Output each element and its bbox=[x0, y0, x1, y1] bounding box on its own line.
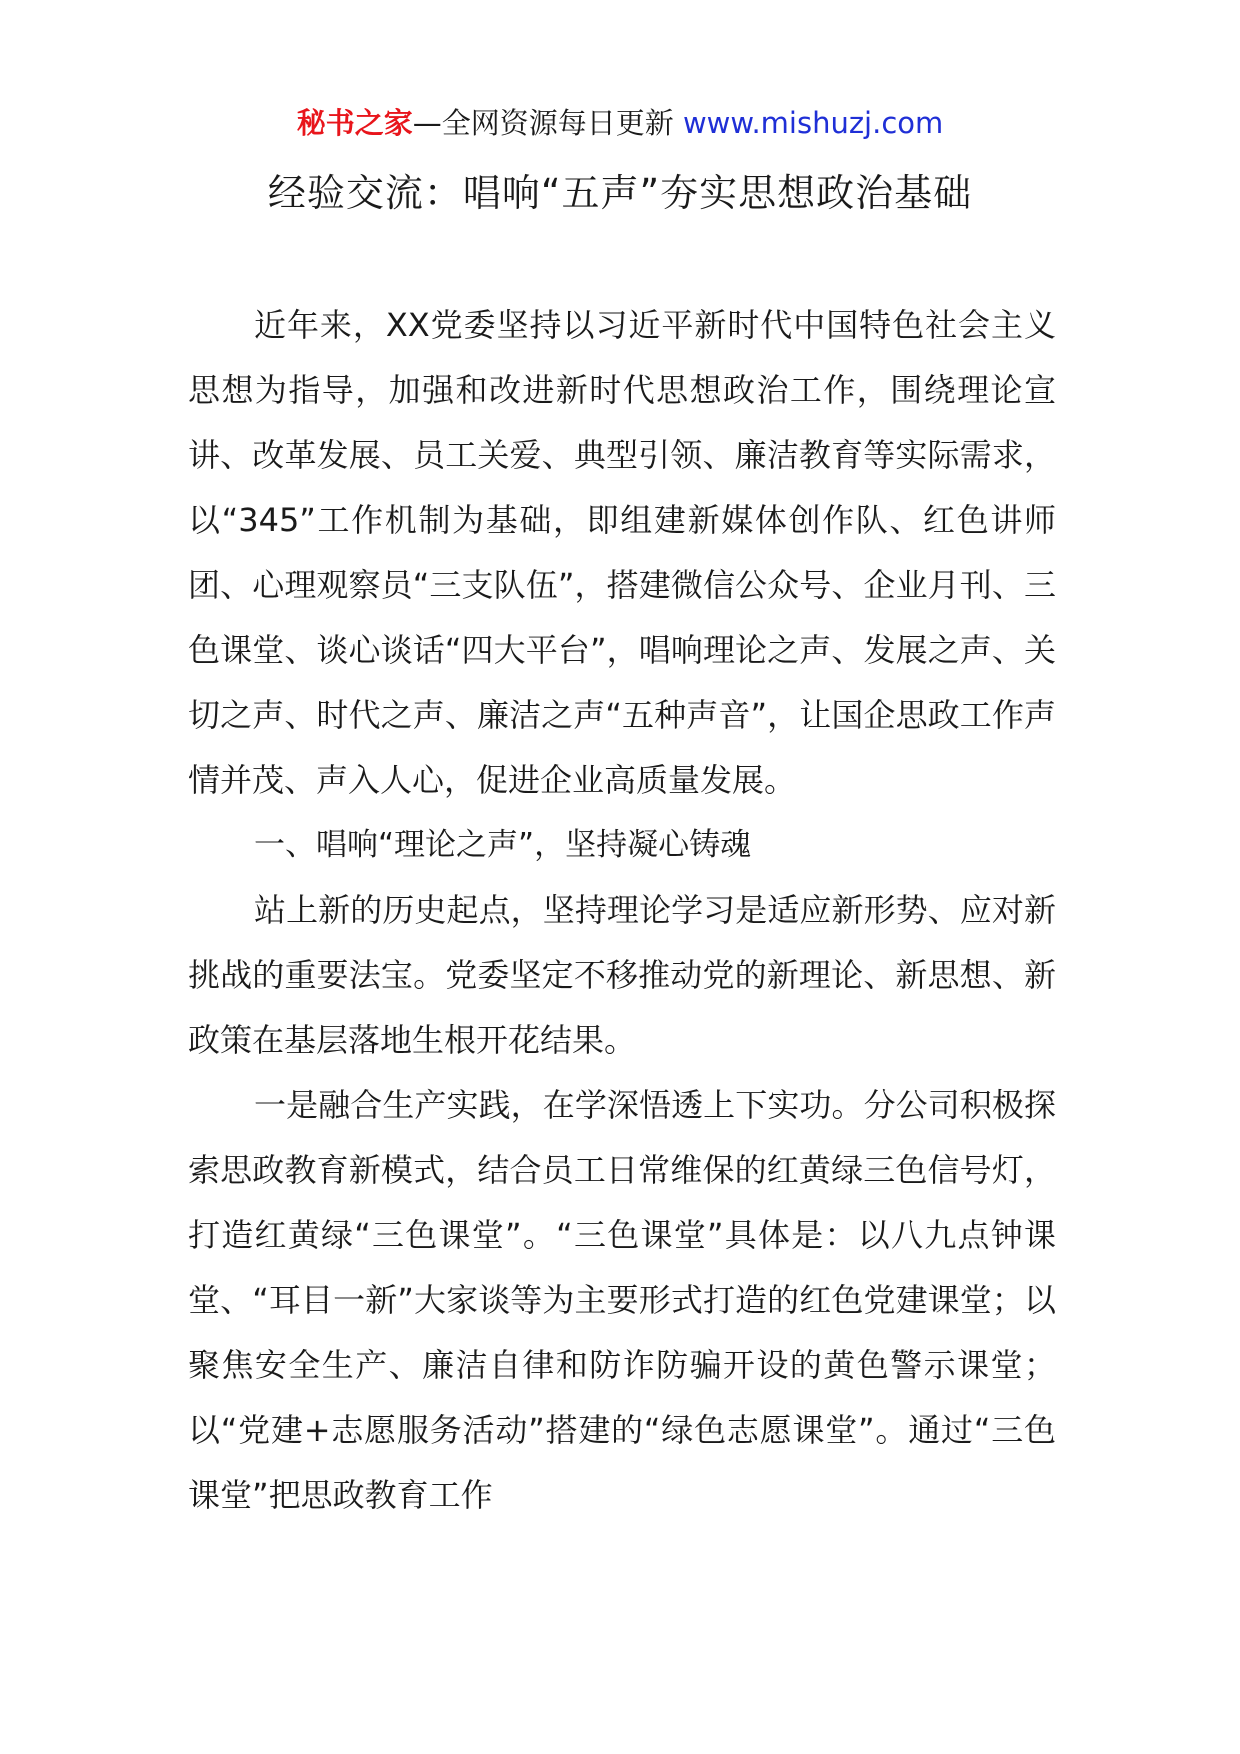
intro-paragraph: 近年来，XX党委坚持以习近平新时代中国特色社会主义思想为指导，加强和改进新时代思想政治工作，围绕理论宣讲、改革发展、员工关爱、典型引领、廉洁教育等实际需求，以“345”工作机制为基础，即组建新媒体创作队、红色讲师团、心理观察员“三支队伍”，搭建微信公众号、企业月刊、三色课堂、谈心谈话“四大平台”，唱响理论之声、发展之声、关切之声、时代之声、廉洁之声“五种声音”，让国企思政工作声情并茂、声入人心，促进企业高质量发展。 bbox=[188, 306, 1056, 799]
document-title: 经验交流：唱响“五声”夯实思想政治基础 bbox=[267, 171, 973, 215]
site-url-link[interactable]: www.mishuzj.com bbox=[682, 106, 944, 140]
header-tagline: —全网资源每日更新 bbox=[412, 106, 674, 140]
section-1-paragraph-1: 站上新的历史起点，坚持理论学习是适应新形势、应对新挑战的重要法宝。党委坚定不移推动党的新理论、新思想、新政策在基层落地生根开花结果。 bbox=[188, 891, 1056, 1059]
section-1-paragraph-2: 一是融合生产实践，在学深悟透上下实功。分公司积极探索思政教育新模式，结合员工日常维保的红黄绿三色信号灯，打造红黄绿“三色课堂”。“三色课堂”具体是：以八九点钟课堂、“耳目一新”大家谈等为主要形式打造的红色党建课堂；以聚焦安全生产、廉洁自律和防诈防骗开设的黄色警示课堂；以“党建+志愿服务活动”搭建的“绿色志愿课堂”。通过“三色课堂”把思政教育工作 bbox=[188, 1086, 1056, 1514]
document-body bbox=[188, 293, 1056, 1528]
site-header bbox=[0, 100, 1240, 146]
brand-name: 秘书之家 bbox=[296, 106, 413, 140]
section-heading-1: 一、唱响“理论之声”，坚持凝心铸魂 bbox=[254, 827, 752, 863]
